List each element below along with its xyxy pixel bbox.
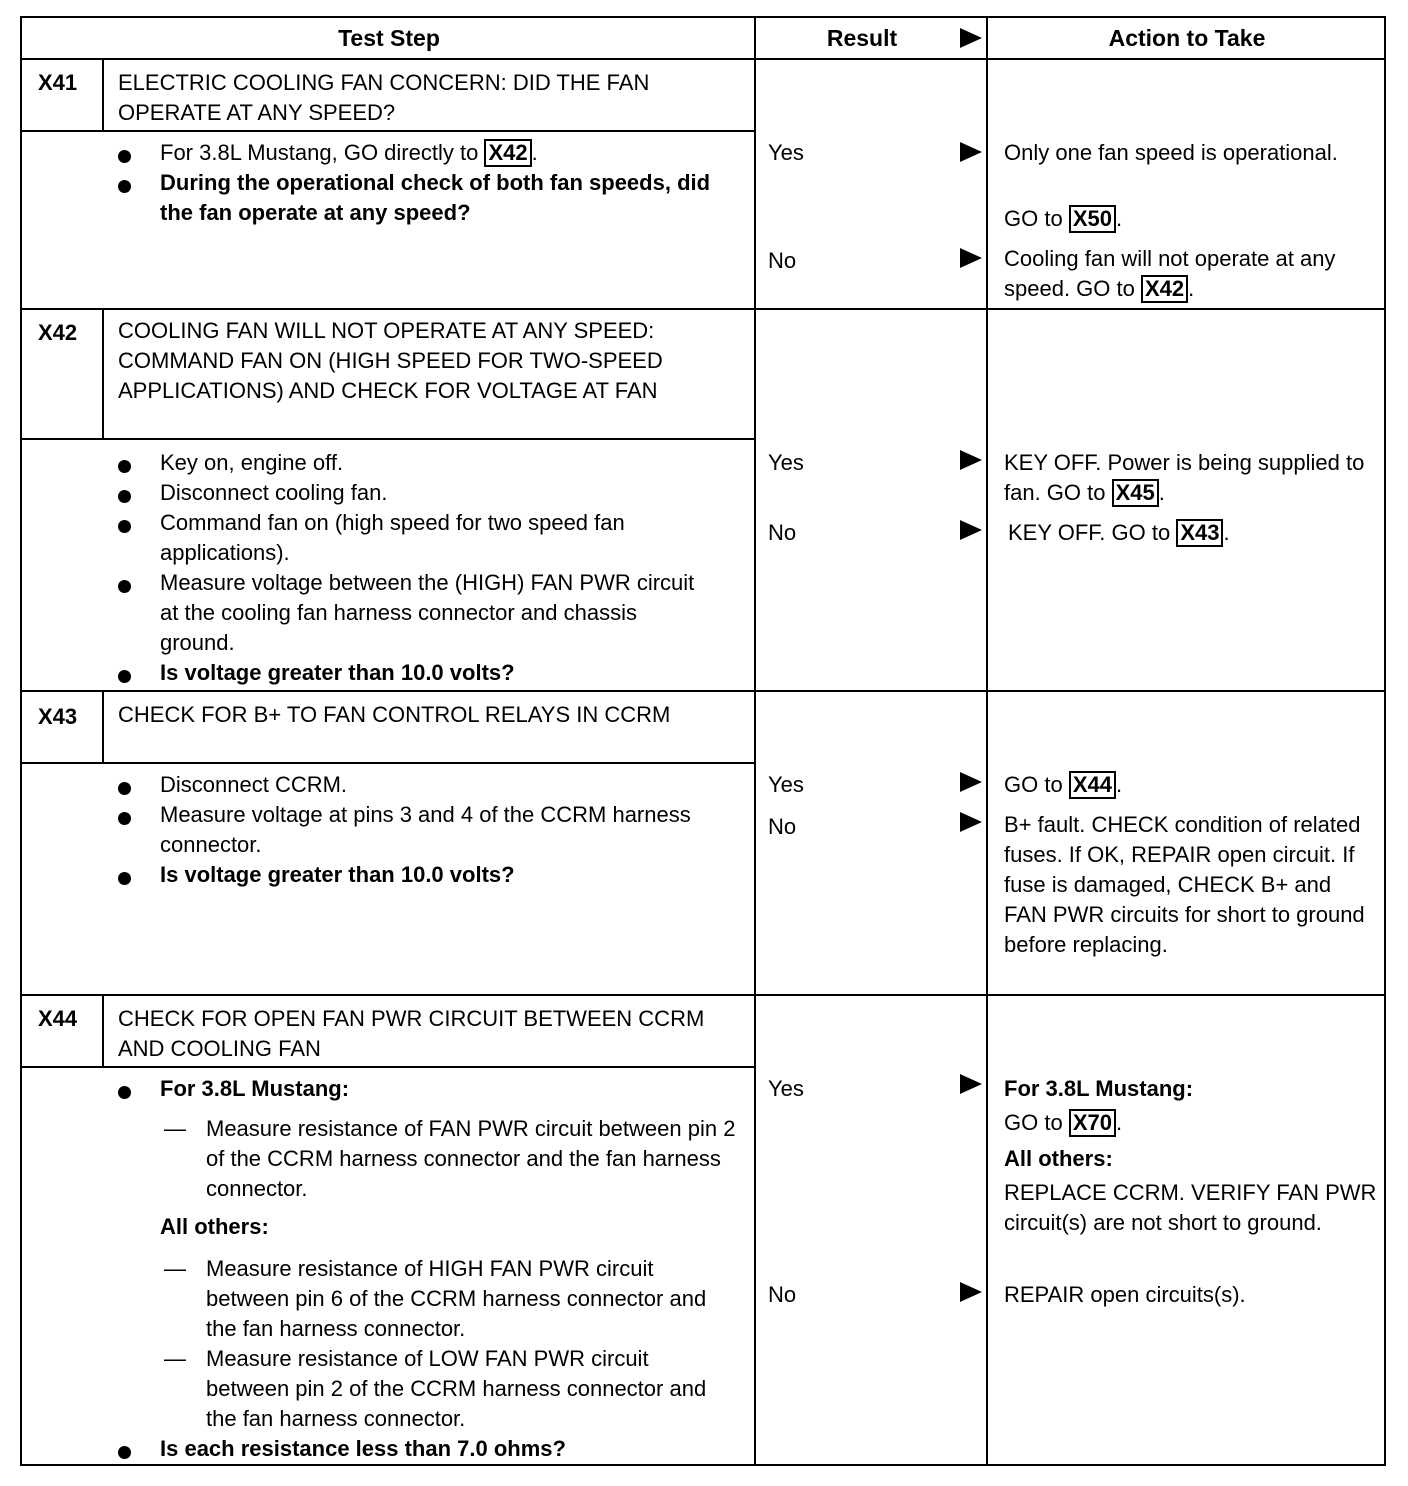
bullet-icon bbox=[118, 774, 136, 788]
diagnostic-table bbox=[20, 16, 1386, 1466]
step-x43-1: Disconnect CCRM. bbox=[160, 772, 348, 797]
divider-result bbox=[754, 18, 756, 1464]
step-x44-last: Is each resistance less than 7.0 ohms? bbox=[160, 1436, 566, 1461]
step-x42-4: Measure voltage between the (HIGH) FAN PWR circuit at the cooling fan harness connector and chassis ground. bbox=[160, 570, 695, 655]
bullet-icon bbox=[118, 864, 136, 878]
result-no: No bbox=[768, 248, 797, 273]
action-x43-yes: GO to X44 . bbox=[1004, 772, 1123, 797]
action-x44-no: REPAIR open circuits(s). bbox=[1004, 1282, 1246, 1307]
step-x43-3: Is voltage greater than 10.0 volts? bbox=[160, 862, 515, 887]
dash-x44-1: — bbox=[164, 1116, 186, 1141]
bullet-icon bbox=[118, 482, 136, 496]
step-x44-sub1: Measure resistance of FAN PWR circuit between pin 2 of the CCRM harness connector and the fan harness connector. bbox=[206, 1116, 736, 1201]
action-x41-no: Cooling fan will not operate at any speed. GO to X42 . bbox=[1004, 246, 1336, 301]
arrow-icon bbox=[960, 520, 982, 540]
header-action: Action to Take bbox=[1108, 25, 1266, 51]
header-divider bbox=[22, 58, 1384, 60]
step-x41-1: For 3.8L Mustang, GO directly to X42 . bbox=[160, 140, 538, 165]
ref-x50[interactable]: X50 bbox=[1069, 205, 1116, 233]
bullet-icon bbox=[118, 172, 136, 186]
header-result: Result bbox=[826, 25, 898, 51]
action-x44-yes-others: All others: bbox=[1004, 1146, 1113, 1171]
step-code-x43: X43 bbox=[38, 704, 78, 729]
divider-action bbox=[986, 18, 988, 1464]
action-x42-yes: KEY OFF. Power is being supplied to fan. GO to X45 . bbox=[1004, 450, 1365, 505]
row-divider bbox=[22, 308, 1384, 310]
ref-x44[interactable]: X44 bbox=[1069, 771, 1116, 799]
result-yes: Yes bbox=[768, 1076, 804, 1101]
code-divider bbox=[102, 692, 104, 764]
step-x44-others: All others: bbox=[160, 1214, 269, 1239]
code-divider bbox=[102, 996, 104, 1068]
bullet-icon bbox=[118, 804, 136, 818]
arrow-icon bbox=[960, 1282, 982, 1302]
dash-x44-3: — bbox=[164, 1346, 186, 1371]
bullet-icon bbox=[118, 1078, 136, 1092]
arrow-icon bbox=[960, 772, 982, 792]
arrow-icon bbox=[960, 248, 982, 268]
bullet-icon bbox=[118, 512, 136, 526]
action-x42-no: KEY OFF. GO to X43 . bbox=[1008, 520, 1230, 545]
header-arrow-icon bbox=[960, 28, 982, 48]
step-title-x44: CHECK FOR OPEN FAN PWR CIRCUIT BETWEEN CCRM AND COOLING FAN bbox=[118, 1006, 705, 1061]
ref-x70[interactable]: X70 bbox=[1069, 1109, 1116, 1137]
arrow-icon bbox=[960, 1074, 982, 1094]
dash-x44-2: — bbox=[164, 1256, 186, 1281]
ref-x43[interactable]: X43 bbox=[1176, 519, 1223, 547]
step-title-x43: CHECK FOR B+ TO FAN CONTROL RELAYS IN CCRM bbox=[118, 702, 671, 727]
result-yes: Yes bbox=[768, 140, 804, 165]
code-divider bbox=[102, 310, 104, 440]
step-title-x42: COOLING FAN WILL NOT OPERATE AT ANY SPEED: COMMAND FAN ON (HIGH SPEED FOR TWO-SPEED APPLICATIONS) AND CHECK FOR VOLTAGE AT FAN bbox=[118, 318, 663, 403]
result-yes: Yes bbox=[768, 772, 804, 797]
step-x41-2: During the operational check of both fan speeds, did the fan operate at any speed? bbox=[160, 170, 711, 225]
step-code-x44: X44 bbox=[38, 1006, 78, 1031]
row-divider bbox=[22, 994, 1384, 996]
arrow-icon bbox=[960, 812, 982, 832]
bullet-icon bbox=[118, 142, 136, 156]
header-test-step: Test Step bbox=[338, 25, 440, 51]
result-yes: Yes bbox=[768, 450, 804, 475]
bullet-icon bbox=[118, 452, 136, 466]
title-divider bbox=[22, 130, 754, 132]
action-x44-yes-heading: For 3.8L Mustang: bbox=[1004, 1076, 1194, 1101]
step-x43-2: Measure voltage at pins 3 and 4 of the CCRM harness connector. bbox=[160, 802, 691, 857]
ref-x42[interactable]: X42 bbox=[1141, 275, 1188, 303]
step-x44-1: For 3.8L Mustang: bbox=[160, 1076, 350, 1101]
action-x43-no: B+ fault. CHECK condition of related fuses. If OK, REPAIR open circuit. If fuse is damaged, CHECK B+ and FAN PWR circuits for short to ground before replacing. bbox=[1004, 812, 1365, 957]
title-divider bbox=[22, 762, 754, 764]
result-no: No bbox=[768, 520, 797, 545]
result-no: No bbox=[768, 1282, 797, 1307]
step-x42-5: Is voltage greater than 10.0 volts? bbox=[160, 660, 515, 685]
step-title-x41: ELECTRIC COOLING FAN CONCERN: DID THE FAN OPERATE AT ANY SPEED? bbox=[118, 70, 650, 125]
code-divider bbox=[102, 60, 104, 132]
arrow-icon bbox=[960, 142, 982, 162]
ref-x42[interactable]: X42 bbox=[484, 139, 531, 167]
title-divider bbox=[22, 438, 754, 440]
step-x42-2: Disconnect cooling fan. bbox=[160, 480, 388, 505]
bullet-icon bbox=[118, 1438, 136, 1452]
action-x41-yes-go: GO to X50 . bbox=[1004, 206, 1123, 231]
ref-x45[interactable]: X45 bbox=[1112, 479, 1159, 507]
step-x42-3: Command fan on (high speed for two speed fan applications). bbox=[160, 510, 625, 565]
step-x44-sub3: Measure resistance of LOW FAN PWR circuit between pin 2 of the CCRM harness connector and the fan harness connector. bbox=[206, 1346, 707, 1431]
result-no: No bbox=[768, 814, 797, 839]
arrow-icon bbox=[960, 450, 982, 470]
action-x41-yes: Only one fan speed is operational. bbox=[1004, 140, 1338, 165]
step-code-x41: X41 bbox=[38, 70, 78, 95]
step-x42-1: Key on, engine off. bbox=[160, 450, 344, 475]
row-divider bbox=[22, 690, 1384, 692]
action-x44-yes-others-action: REPLACE CCRM. VERIFY FAN PWR circuit(s) are not short to ground. bbox=[1004, 1180, 1377, 1235]
title-divider bbox=[22, 1066, 754, 1068]
bullet-icon bbox=[118, 662, 136, 676]
action-x44-yes-go: GO to X70 . bbox=[1004, 1110, 1123, 1135]
step-x44-sub2: Measure resistance of HIGH FAN PWR circuit between pin 6 of the CCRM harness connector and the fan harness connector. bbox=[206, 1256, 707, 1341]
step-code-x42: X42 bbox=[38, 320, 78, 345]
bullet-icon bbox=[118, 572, 136, 586]
